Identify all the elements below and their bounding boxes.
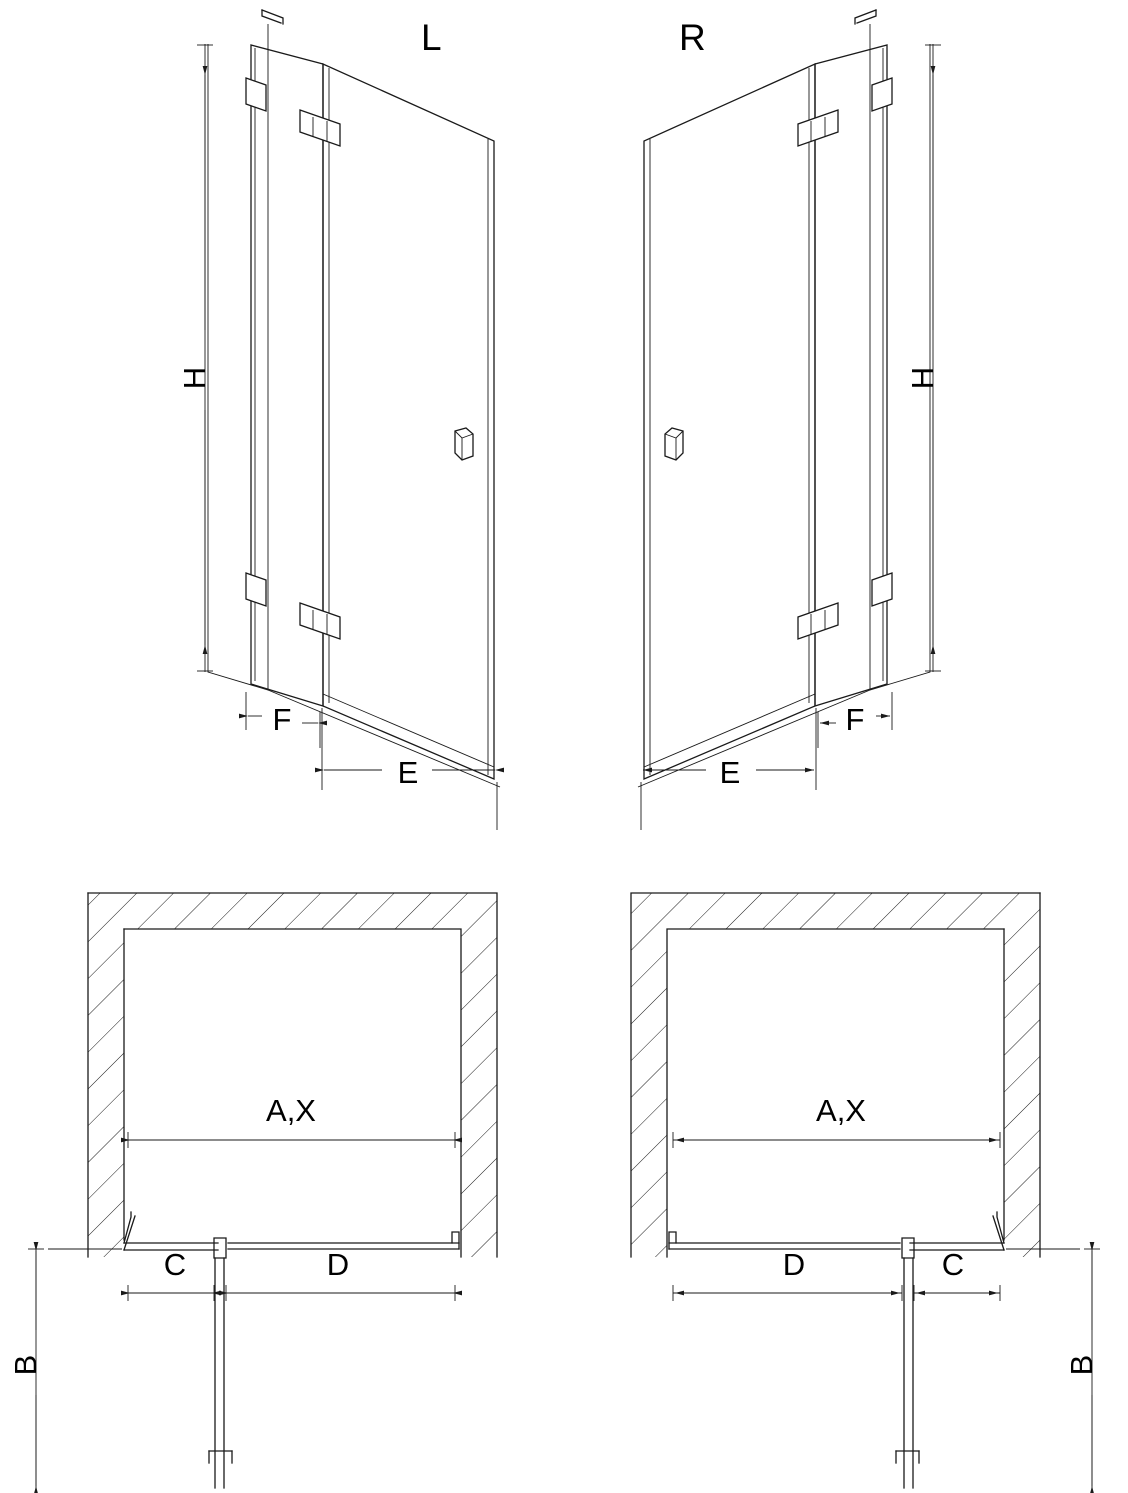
dimension-b-right xyxy=(1006,1249,1100,1488)
plan-wall-bracket-left xyxy=(452,1232,459,1249)
perspective-view-right xyxy=(638,10,941,830)
floor-edge-left xyxy=(268,690,500,787)
dimension-height-right xyxy=(905,44,941,672)
dimension-f-right xyxy=(818,692,892,748)
variant-label-left: L xyxy=(421,17,442,58)
dimension-label-h-right: H xyxy=(905,366,940,390)
dimension-label-ax-right: A,X xyxy=(816,1093,866,1128)
door-handle-right xyxy=(665,428,683,460)
door-panel-left xyxy=(323,64,494,779)
wall-hatch-left xyxy=(88,893,497,1257)
dimension-label-d-left: D xyxy=(326,1247,350,1282)
dimension-label-c-right: C xyxy=(941,1247,965,1282)
door-panel-right xyxy=(644,64,815,779)
door-handle-left xyxy=(455,428,473,460)
dimension-c-left xyxy=(128,1247,214,1301)
hinge-upper-left xyxy=(246,78,340,146)
variant-label-right: R xyxy=(679,17,706,58)
dimension-d-left xyxy=(226,1247,455,1301)
perspective-view-left xyxy=(177,10,500,830)
hinge-lower-right xyxy=(798,573,892,639)
dimension-ax-left xyxy=(128,1093,455,1148)
dimension-label-f-left: F xyxy=(272,702,292,737)
plan-view-left xyxy=(8,893,497,1488)
plan-wall-bracket-right xyxy=(669,1232,676,1249)
dimension-c-right xyxy=(914,1247,1000,1301)
dimension-label-h-left: H xyxy=(177,366,212,390)
dimension-label-d-right: D xyxy=(782,1247,806,1282)
wall-hatch-right xyxy=(631,893,1040,1257)
dimension-label-e-left: E xyxy=(397,755,419,790)
plan-hinge-left xyxy=(214,1238,226,1258)
floor-edge-right xyxy=(638,690,870,787)
wall-outer-left xyxy=(88,893,497,1257)
wall-outer-right xyxy=(631,893,1040,1257)
dimension-label-b-left: B xyxy=(8,1354,43,1376)
dimension-ax-right xyxy=(673,1093,1000,1148)
dimension-b-left xyxy=(8,1249,122,1488)
plan-hinge-right xyxy=(902,1238,914,1258)
dimension-d-right xyxy=(673,1247,902,1301)
dimension-label-c-left: C xyxy=(163,1247,187,1282)
dimension-label-b-right: B xyxy=(1064,1354,1099,1376)
dimension-label-ax-left: A,X xyxy=(266,1093,316,1128)
plan-view-right xyxy=(631,893,1100,1488)
dimension-f-left xyxy=(246,692,320,748)
dimension-label-f-right: F xyxy=(845,702,865,737)
hinge-lower-left xyxy=(246,573,340,639)
hinge-upper-right xyxy=(798,78,892,146)
dimension-label-e-right: E xyxy=(719,755,741,790)
